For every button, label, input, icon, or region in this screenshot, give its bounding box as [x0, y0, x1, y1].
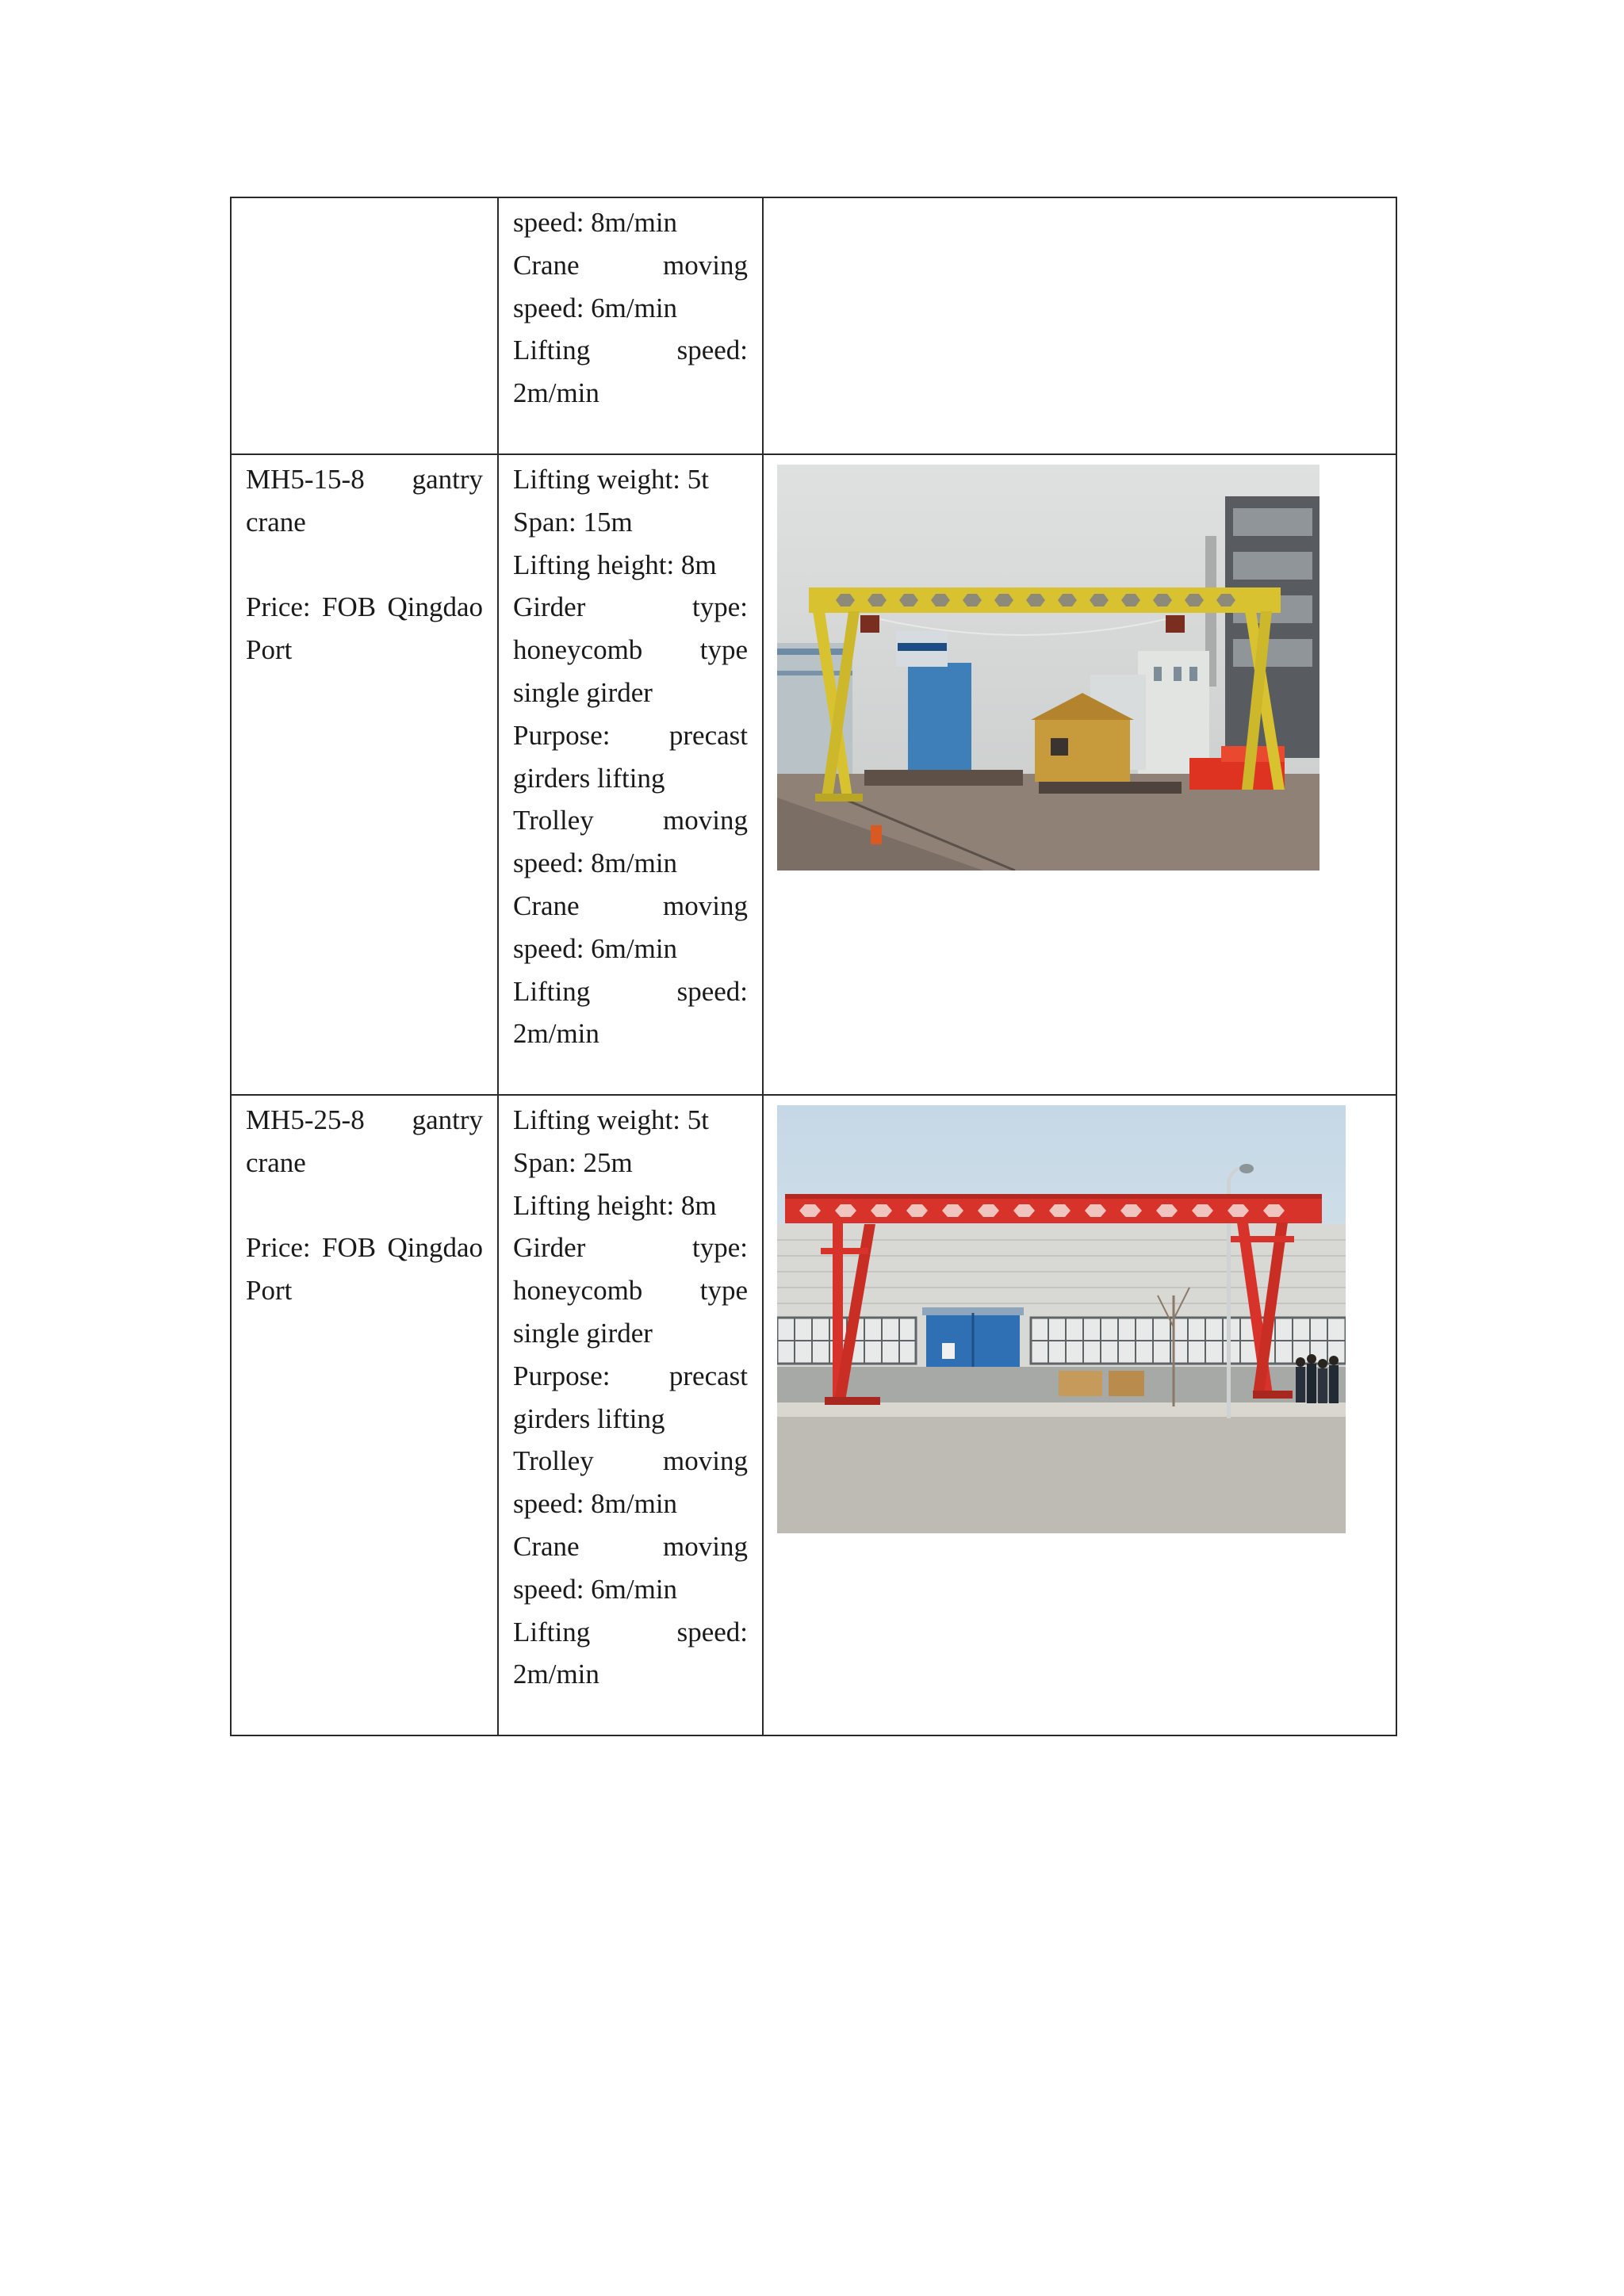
spec-line: Lifting weight: 5t	[513, 1104, 709, 1135]
spec-line: speed: 6m/min	[513, 932, 678, 964]
spec-line: Lifting weight: 5t	[513, 464, 709, 495]
spec-line: Lifting height: 8m	[513, 1189, 717, 1221]
spec-line: Purpose: precast	[513, 719, 748, 751]
table-row	[231, 197, 1396, 454]
model-name-line1: MH5-25-8 gantry	[246, 1104, 483, 1135]
price-line2: Port	[246, 1275, 293, 1307]
spec-line: Lifting speed:	[513, 1616, 748, 1647]
photo-cell	[763, 197, 1396, 454]
spec-line: Span: 15m	[513, 506, 633, 538]
spec-line: Lifting speed:	[513, 335, 748, 366]
spec-line: single girder	[513, 676, 653, 708]
photo-cell	[763, 454, 1396, 1095]
spec-line: girders lifting	[513, 762, 665, 794]
spec-line: Crane moving	[513, 1530, 748, 1562]
spec-line: Lifting speed:	[513, 975, 748, 1007]
spec-line: Lifting height: 8m	[513, 549, 717, 580]
table-row	[231, 454, 1396, 1095]
spec-line: Girder type:	[513, 591, 748, 623]
model-name-line1: MH5-15-8 gantry	[246, 464, 483, 495]
spec-line: 2m/min	[513, 1659, 599, 1690]
model-cell	[231, 1095, 498, 1735]
spec-line: speed: 6m/min	[513, 292, 678, 323]
spec-line: Crane moving	[513, 249, 748, 281]
spec-cell	[498, 454, 763, 1095]
spec-line: Trolley moving	[513, 805, 748, 836]
model-cell	[231, 454, 498, 1095]
spec-line: speed: 6m/min	[513, 1573, 678, 1605]
table-row	[231, 1095, 1396, 1735]
photo-cell	[763, 1095, 1396, 1735]
spec-line: speed: 8m/min	[513, 207, 678, 238]
spec-list	[513, 455, 748, 1055]
spec-line: girders lifting	[513, 1402, 665, 1434]
red-gantry-crane-photo	[777, 1105, 1346, 1533]
spec-line: Crane moving	[513, 890, 748, 921]
spec-list	[513, 198, 748, 415]
model-name-line2: crane	[246, 1146, 306, 1178]
spec-line: Span: 25m	[513, 1146, 633, 1178]
spec-line: honeycomb type	[513, 1275, 748, 1307]
price-line1: Price: FOB Qingdao	[246, 1232, 483, 1264]
spec-line: honeycomb type	[513, 634, 748, 666]
spec-line: speed: 8m/min	[513, 848, 678, 879]
model-cell	[231, 197, 498, 454]
spec-list	[513, 1096, 748, 1696]
price-line1: Price: FOB Qingdao	[246, 591, 483, 623]
spec-line: Purpose: precast	[513, 1360, 748, 1391]
yellow-gantry-crane-photo	[777, 465, 1320, 871]
spec-line: 2m/min	[513, 377, 599, 409]
model-name-line2: crane	[246, 506, 306, 538]
spec-table	[230, 197, 1397, 1736]
spec-line: Girder type:	[513, 1232, 748, 1264]
spec-line: single girder	[513, 1317, 653, 1349]
spec-cell	[498, 197, 763, 454]
spec-line: Trolley moving	[513, 1445, 748, 1477]
spec-line: 2m/min	[513, 1018, 599, 1050]
spec-cell	[498, 1095, 763, 1735]
spec-line: speed: 8m/min	[513, 1488, 678, 1520]
price-line2: Port	[246, 634, 293, 666]
